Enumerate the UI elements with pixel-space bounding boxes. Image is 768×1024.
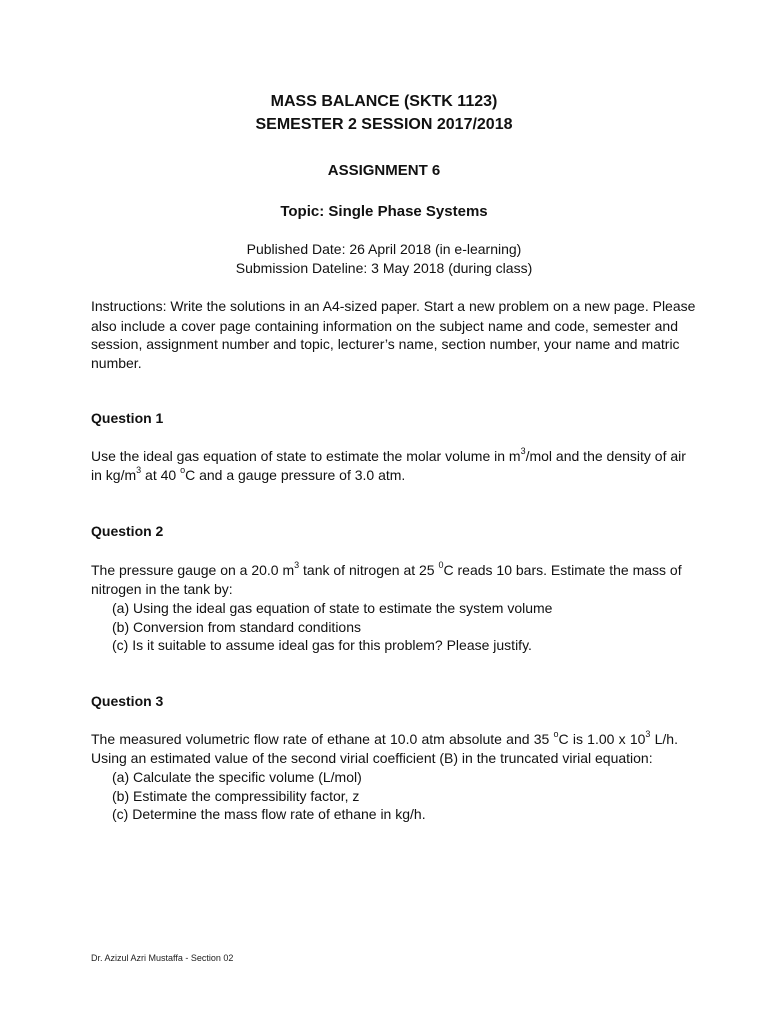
question-3-item: (a) Calculate the specific volume (L/mol) bbox=[112, 769, 362, 785]
question-1-line: Use the ideal gas equation of state to estimate the molar volume in $m^3$/mol and the density of air bbox=[91, 446, 686, 464]
instructions-line: Instructions: Write the solutions in an A4-sized paper. Start a new problem on a new page. Please bbox=[91, 298, 696, 314]
submission-date: Submission Dateline: 3 May 2018 (during class) bbox=[235, 260, 533, 276]
question-1-heading: Question 1 bbox=[91, 410, 164, 426]
assignment-title: ASSIGNMENT 6 bbox=[327, 162, 441, 179]
question-3-heading: Question 3 bbox=[91, 693, 164, 709]
question-3-item: (b) Estimate the compressibility factor, z bbox=[112, 788, 360, 804]
instructions-line: session, assignment number and topic, lecturer’s name, section number, your name and matric bbox=[91, 336, 680, 352]
page-footer: Dr. Azizul Azri Mustaffa - Section 02 bbox=[91, 953, 234, 963]
question-3-line: Using an estimated value of the second virial coefficient (B) in the truncated virial equation: bbox=[91, 750, 653, 766]
question-3-item: (c) Determine the mass flow rate of ethane in kg/h. bbox=[112, 806, 426, 822]
instructions-line: number. bbox=[91, 355, 142, 371]
question-2-line: nitrogen in the tank by: bbox=[91, 581, 233, 597]
question-2-item: (a) Using the ideal gas equation of state to estimate the system volume bbox=[112, 600, 553, 616]
instructions-line: also include a cover page containing information on the subject name and code, semester and bbox=[91, 318, 678, 334]
question-2-item: (c) Is it suitable to assume ideal gas for this problem? Please justify. bbox=[112, 637, 532, 653]
topic-title: Topic: Single Phase Systems bbox=[280, 203, 488, 220]
question-3-line: The measured volumetric flow rate of ethane at 10.0 atm absolute and 35 $^o$C is 1.00 x $10^3$ L/h. bbox=[91, 729, 678, 747]
question-2-line: The pressure gauge on a 20.0 $m^3$ tank of nitrogen at 25 $^0$C reads 10 bars. Estimate the mass of bbox=[91, 560, 682, 578]
semester-title: SEMESTER 2 SESSION 2017/2018 bbox=[255, 116, 513, 133]
published-date: Published Date: 26 April 2018 (in e-learning) bbox=[246, 241, 522, 257]
question-2-item: (b) Conversion from standard conditions bbox=[112, 619, 362, 635]
course-title: MASS BALANCE (SKTK 1123) bbox=[270, 93, 498, 110]
question-2-heading: Question 2 bbox=[91, 523, 164, 539]
question-1-line: in $kg/m^3$ at 40 $^o$C and a gauge pressure of 3.0 atm. bbox=[91, 465, 406, 483]
